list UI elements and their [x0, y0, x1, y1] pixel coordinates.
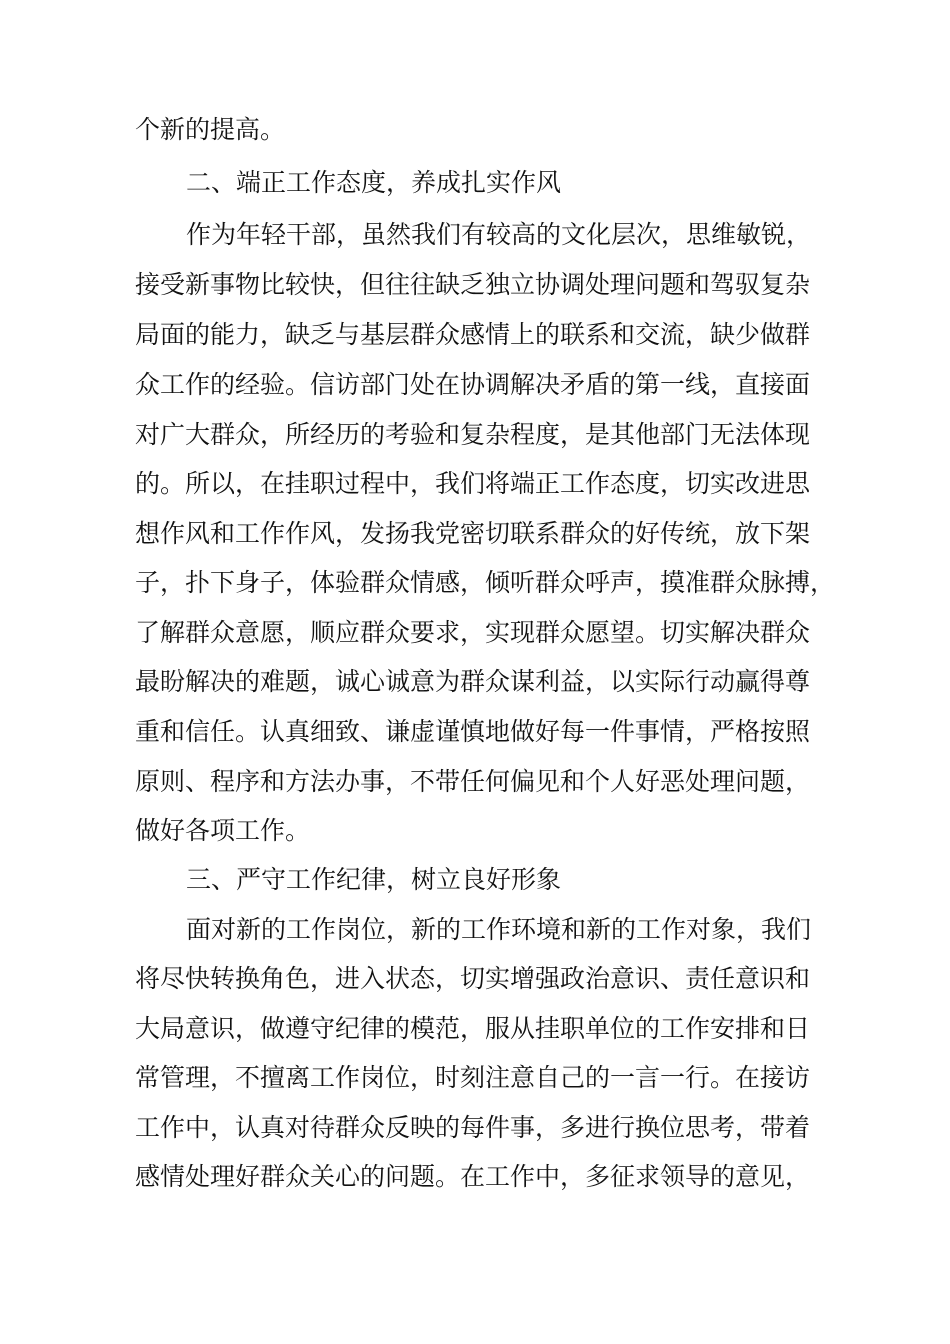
text-line: 个新的提高。 [135, 115, 286, 144]
text-line: 感情处理好群众关心的问题。在工作中，多征求领导的意见， [135, 1162, 811, 1191]
text-line: 将尽快转换角色，进入状态，切实增强政治意识、责任意识和 [135, 964, 811, 993]
text-line: 子，扑下身子，体验群众情感，倾听群众呼声，摸准群众脉搏， [135, 568, 836, 597]
section-heading: 三、严守工作纪律，树立良好形象 [186, 865, 562, 894]
text-line: 接受新事物比较快，但往往缺乏独立协调处理问题和驾驭复杂 [135, 270, 811, 299]
text-line: 面对新的工作岗位，新的工作环境和新的工作对象，我们 [186, 915, 812, 944]
text-line: 重和信任。认真细致、谦虚谨慎地做好每一件事情，严格按照 [135, 717, 811, 746]
text-line: 作为年轻干部，虽然我们有较高的文化层次，思维敏锐， [186, 220, 812, 249]
text-line: 对广大群众，所经历的考验和复杂程度，是其他部门无法体现 [135, 420, 811, 449]
text-line: 常管理，不擅离工作岗位，时刻注意自己的一言一行。在接访 [135, 1063, 811, 1092]
text-line: 做好各项工作。 [135, 816, 311, 845]
text-line: 最盼解决的难题，诚心诚意为群众谋利益，以实际行动赢得尊 [135, 667, 811, 696]
section-heading: 二、端正工作态度，养成扎实作风 [186, 168, 562, 197]
text-line: 想作风和工作作风，发扬我党密切联系群众的好传统，放下架 [135, 519, 811, 548]
text-line: 工作中，认真对待群众反映的每件事，多进行换位思考，带着 [135, 1113, 811, 1142]
text-line: 原则、程序和方法办事，不带任何偏见和个人好恶处理问题， [135, 767, 811, 796]
text-line: 的。所以，在挂职过程中，我们将端正工作态度，切实改进思 [135, 469, 811, 498]
text-line: 了解群众意愿，顺应群众要求，实现群众愿望。切实解决群众 [135, 618, 811, 647]
text-line: 众工作的经验。信访部门处在协调解决矛盾的第一线，直接面 [135, 370, 811, 399]
text-line: 大局意识，做遵守纪律的模范，服从挂职单位的工作安排和日 [135, 1014, 811, 1043]
text-line: 局面的能力，缺乏与基层群众感情上的联系和交流，缺少做群 [135, 320, 811, 349]
